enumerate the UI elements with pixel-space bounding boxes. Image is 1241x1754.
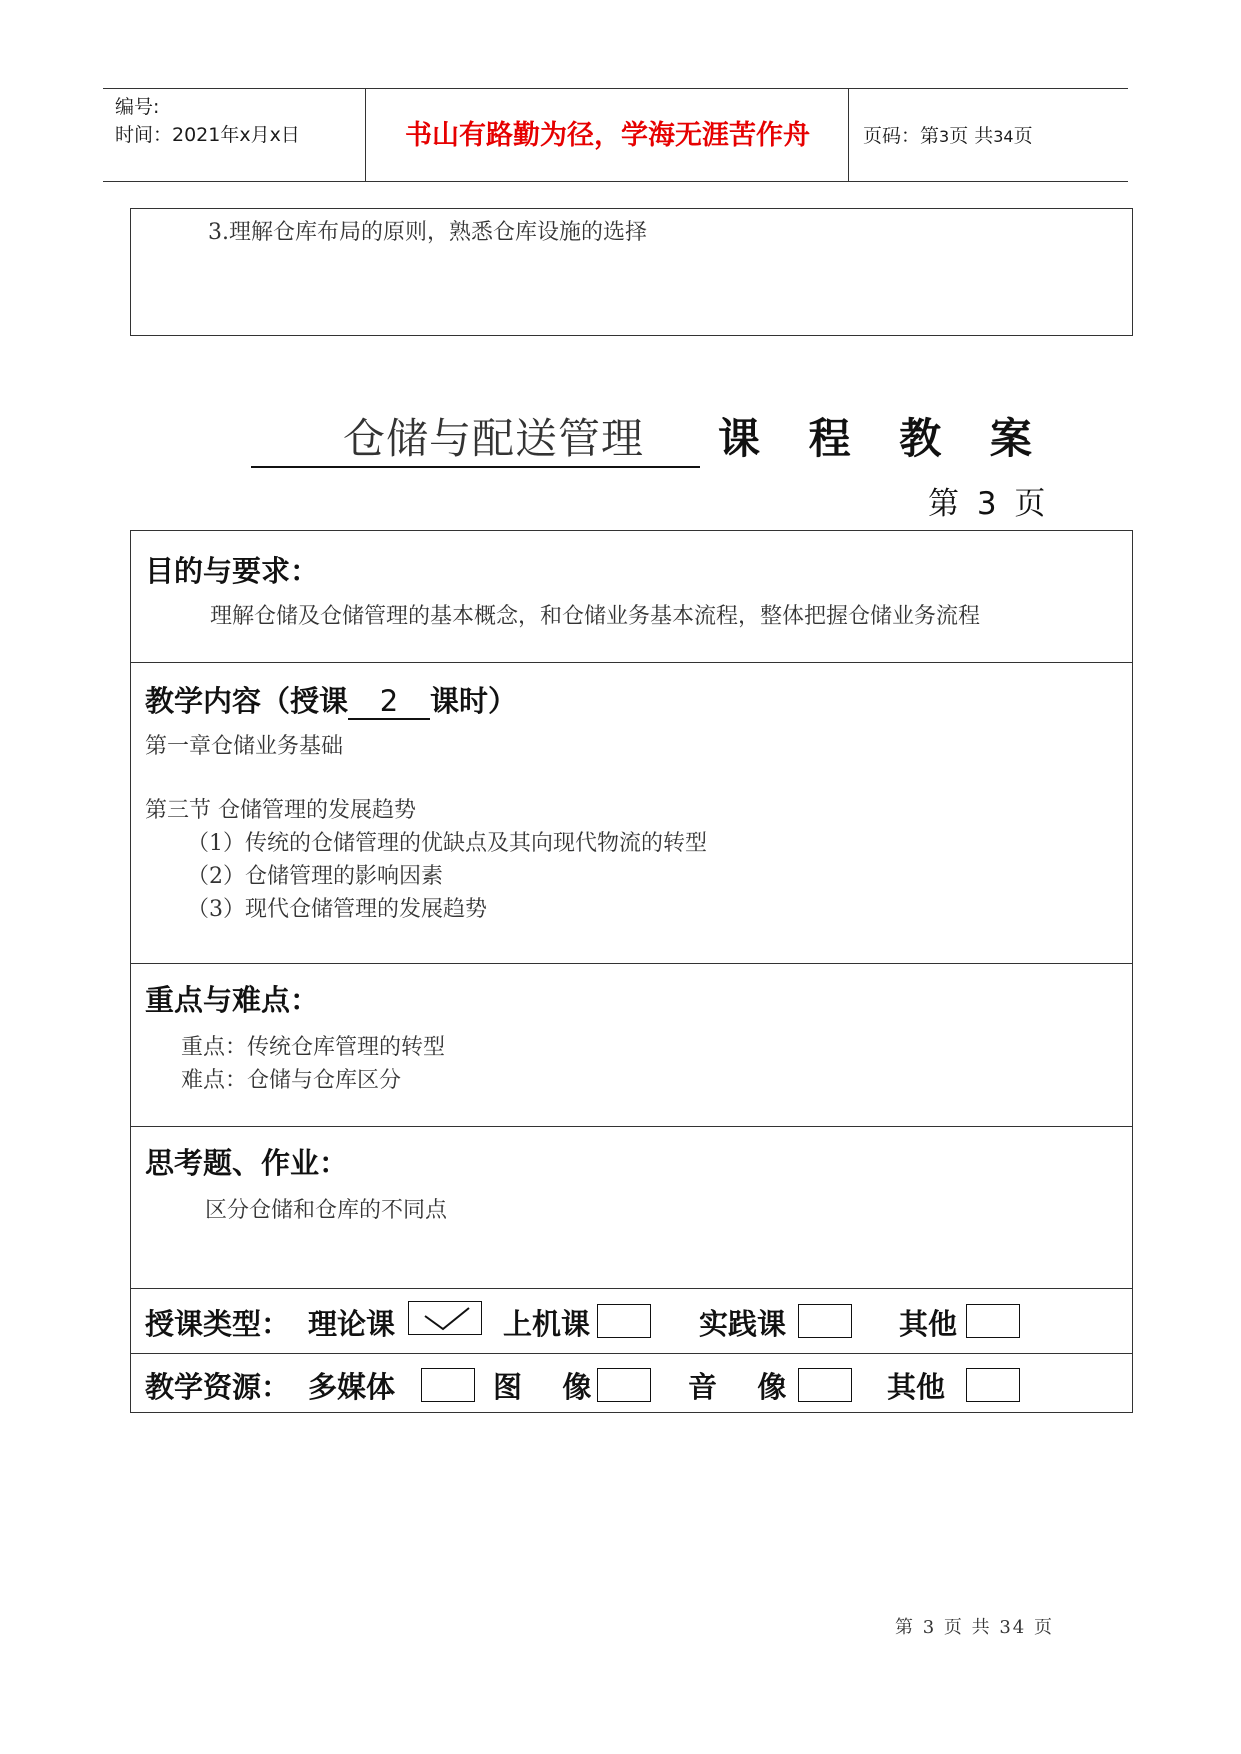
lab-checkbox[interactable] [597, 1304, 651, 1338]
content-heading: 教学内容（授课 2 课时） [145, 684, 518, 718]
lesson-plan-table [130, 530, 1133, 1413]
lesson-type-option-label: 实践课 [699, 1307, 787, 1341]
header-divider [848, 89, 849, 181]
page-footer: 第 3 页 共 34 页 [895, 1617, 1054, 1638]
purpose-heading: 目的与要求： [145, 554, 320, 588]
course-name: 仓储与配送管理 [251, 406, 700, 468]
page-header [103, 88, 1128, 182]
lesson-type-option-label: 理论课 [308, 1307, 396, 1341]
page-prefix: 页码：第 [863, 125, 940, 147]
header-page-info [863, 121, 1033, 148]
list-item: （1）传统的仓储管理的优缺点及其向现代物流的转型 [187, 831, 707, 856]
page-total: 34 [993, 127, 1014, 146]
page-number-label: 第 3 页 [928, 486, 1050, 522]
page-current: 3 [939, 127, 950, 146]
title-suffix: 课 程 教 案 [718, 414, 1049, 463]
lesson-type-option-label: 其他 [899, 1307, 958, 1341]
section-title: 第三节 仓储管理的发展趋势 [145, 798, 416, 823]
resource-option-label: 多媒体 [308, 1370, 396, 1404]
homework-section [131, 1127, 1132, 1289]
resources-row [131, 1354, 1132, 1412]
content-section [131, 663, 1132, 964]
teaching-hours: 2 [348, 684, 430, 720]
image-checkbox[interactable] [597, 1368, 651, 1402]
audio-video-checkbox[interactable] [798, 1368, 852, 1402]
list-item: （3）现代仓储管理的发展趋势 [187, 897, 487, 922]
lesson-type-row [131, 1289, 1132, 1354]
practice-checkbox[interactable] [798, 1304, 852, 1338]
homework-heading: 思考题、作业： [145, 1146, 349, 1180]
number-label: 编号: [115, 96, 160, 118]
other-type-checkbox[interactable] [966, 1304, 1020, 1338]
purpose-section [131, 531, 1132, 663]
resources-label: 教学资源： [145, 1370, 291, 1404]
lesson-type-option-label: 上机课 [503, 1307, 591, 1341]
page-suffix: 页 [1013, 125, 1033, 147]
theory-checkbox[interactable] [408, 1301, 482, 1335]
lesson-type-label: 授课类型： [145, 1307, 291, 1341]
resource-option-label: 音 像 [688, 1370, 787, 1404]
key-points-heading: 重点与难点： [145, 983, 320, 1017]
multimedia-checkbox[interactable] [421, 1368, 475, 1402]
difficult-point-text: 难点：仓储与仓库区分 [181, 1068, 402, 1093]
time-label: 时间：2021年x月x日 [115, 124, 300, 146]
previous-objective-text: 3.理解仓库布局的原则，熟悉仓库设施的选择 [208, 220, 647, 245]
purpose-text: 理解仓储及仓储管理的基本概念，和仓储业务基本流程，整体把握仓储业务流程 [210, 604, 981, 629]
key-point-text: 重点：传统仓库管理的转型 [181, 1035, 446, 1060]
header-motto: 书山有路勤为径，学海无涯苦作舟 [405, 120, 810, 151]
chapter-title: 第一章仓储业务基础 [145, 734, 344, 759]
header-divider [365, 89, 366, 181]
checkmark-icon [409, 1302, 481, 1334]
header-meta [115, 93, 365, 149]
list-item: （2）仓储管理的影响因素 [187, 864, 443, 889]
other-resource-checkbox[interactable] [966, 1368, 1020, 1402]
previous-objectives-box [130, 208, 1133, 336]
homework-text: 区分仓储和仓库的不同点 [205, 1198, 448, 1223]
key-points-section [131, 964, 1132, 1127]
page-title [251, 406, 1049, 468]
page-mid: 页 共 [949, 125, 994, 147]
resource-option-label: 图 像 [493, 1370, 592, 1404]
resource-option-label: 其他 [887, 1370, 946, 1404]
